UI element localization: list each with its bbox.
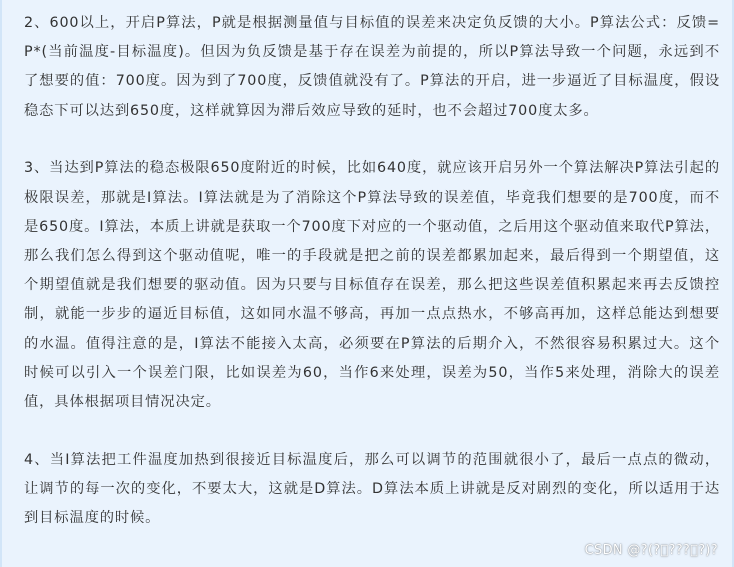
paragraph-step-3: 3、当达到P算法的稳态极限650度附近的时候，比如640度，就应该开启另外一个算法解决P算法引起的极限误差，那就是I算法。I算法就是为了消除这个P算法导致的误差值，毕竟我们想要的是700度，而不是650度。I算法，本质上讲就是获取一个700度下对应的一个驱动值，之后用这个驱动值来取代P算法，那么我们怎么得到这个驱动值呢，唯一的手段就是把之前的误差都累加起来，最后得到一个期望值，这个期望值就是我们想要的驱动值。因为只要与目标值存在误差，那么把这些误差值积累起来再去反馈控制，就能一步步的逼近目标值，这如同水温不够高，再加一点点热水，不够高再加，这样总能达到想要的水温。值得注意的是，I算法不能接入太高，必须要在P算法的后期介入，不然很容易积累过大。这个时候可以引入一个误差门限，比如误差为60，当作6来处理，误差为50，当作5来处理，消除大的误差值，具体根据项目情况决定。 [24,160,720,411]
csdn-watermark: CSDN @?(? ??? ?)? [584,543,718,558]
paragraph-step-4: 4、当I算法把工件温度加热到很接近目标温度后，那么可以调节的范围就很小了，最后一点点的微动，让调节的每一次的变化，不要太大，这就是D算法。D算法本质上讲就是反对剧烈的变化，所以适用于达到目标温度的时候。 [24,451,720,527]
article-body [24,9,720,533]
paragraph-step-2: 2、600以上，开启P算法，P就是根据测量值与目标值的误差来决定负反馈的大小。P算法公式：反馈=P*(当前温度-目标温度)。但因为负反馈是基于存在误差为前提的，所以P算法导致一个问题，永远到不了想要的值：700度。因为到了700度，反馈值就没有了。P算法的开启，进一步逼近了目标温度，假设稳态下可以达到650度，这样就算因为滞后效应导致的延时，也不会超过700度太多。 [24,15,720,119]
